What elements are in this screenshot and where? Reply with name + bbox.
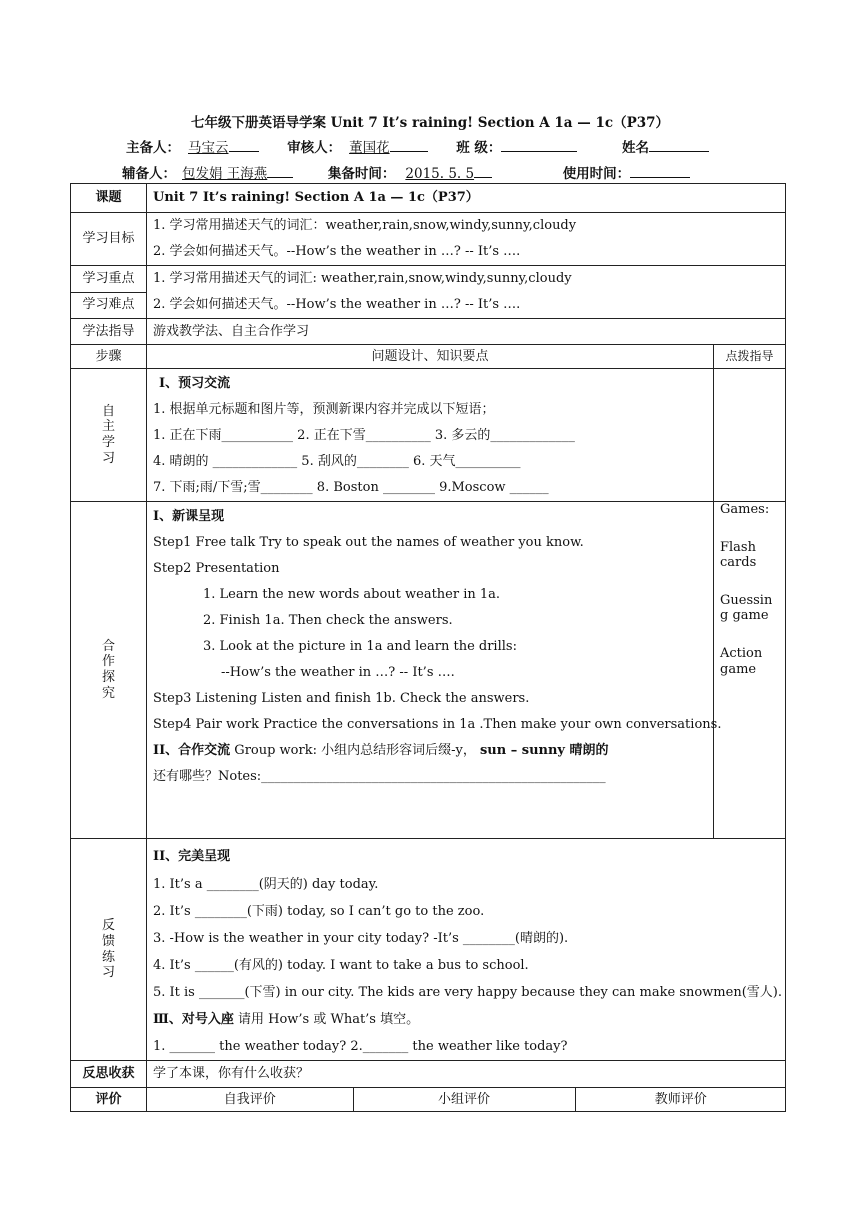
design-header: 问题设计、知识要点 bbox=[147, 345, 714, 369]
topic-value: Unit 7 It’s raining! Section A 1a — 1c（P37） bbox=[147, 184, 786, 213]
steps-header: 步骤 bbox=[71, 345, 147, 369]
evaluation-cells bbox=[147, 1088, 786, 1112]
header-line-preparers bbox=[126, 136, 709, 156]
row-goals bbox=[71, 213, 786, 266]
row-column-headers bbox=[71, 345, 786, 369]
preparer-label: 主备人： bbox=[126, 140, 180, 156]
cooperation-content bbox=[147, 502, 722, 839]
list-item: 2. Finish 1a. Then check the answers. bbox=[203, 613, 453, 628]
goals-content bbox=[147, 213, 786, 266]
key-point-item: 1. 学习常用描述天气的词汇: weather,rain,snow,windy,sunny,cloudy bbox=[153, 271, 572, 286]
guide-note: Action game bbox=[720, 645, 763, 677]
exercise-item: 4. It’s ______(有风的) today. I want to take a bus to school. bbox=[153, 958, 529, 973]
preparer-name: 马宝云 bbox=[188, 140, 229, 156]
group-evaluation: 小组评价 bbox=[353, 1088, 575, 1111]
teacher-evaluation: 教师评价 bbox=[575, 1088, 786, 1111]
exercise-item: 2. It’s ________(下雨) today, so I can’t go to the zoo. bbox=[153, 904, 485, 919]
row-topic bbox=[71, 184, 786, 213]
row-reflection bbox=[71, 1061, 786, 1088]
class-label: 班 级： bbox=[456, 140, 502, 156]
guide-note: Guessing game bbox=[720, 592, 773, 624]
goal-item: 1. 学习常用描述天气的词汇：weather,rain,snow,windy,sunny,cloudy bbox=[153, 218, 577, 233]
class-blank[interactable] bbox=[501, 139, 577, 152]
exercise-item: 1. It’s a ________(阴天的) day today. bbox=[153, 877, 379, 892]
guide-header: 点拨指导 bbox=[714, 345, 786, 369]
row-key-points bbox=[71, 266, 786, 293]
self-study-label: 自 主 学 习 bbox=[71, 369, 147, 502]
cooperation-label: 合 作 探 究 bbox=[71, 502, 147, 839]
reviewer-label: 审核人： bbox=[287, 140, 342, 156]
method-label: 学法指导 bbox=[71, 319, 147, 345]
step-line: Step2 Presentation bbox=[153, 561, 280, 576]
name-blank[interactable] bbox=[649, 139, 709, 152]
document-title: 七年级下册英语导学案 Unit 7 It’s raining! Section A 1a — 1c（P37） bbox=[190, 115, 670, 131]
exercise-line: 7. 下雨;雨/下雪;雪________ 8. Boston ________ 9.Moscow ______ bbox=[153, 480, 549, 495]
self-evaluation: 自我评价 bbox=[223, 1091, 276, 1107]
exercise-item: 5. It is _______(下雪) in our city. The kids are very happy because they can make snowmen(雪人). bbox=[153, 985, 782, 1000]
group-work-line: II、合作交流 Group work: 小组内总结形容词后缀-y， sun – sunny 晴朗的 bbox=[153, 743, 609, 758]
guide-note: Games: bbox=[720, 502, 770, 517]
difficulty-label: 学习难点 bbox=[71, 292, 147, 319]
fill-in-line: 1. _______ the weather today? 2._______ the weather like today? bbox=[153, 1039, 568, 1054]
self-study-guide bbox=[714, 369, 786, 502]
exercise-line: 1. 根据单元标题和图片等，预测新课内容并完成以下短语； bbox=[153, 402, 495, 417]
key-label: 学习重点 bbox=[71, 266, 147, 293]
key-points-content bbox=[147, 266, 786, 319]
key-point-item: 2. 学会如何描述天气。--How’s the weather in …? -- It’s …. bbox=[153, 297, 521, 312]
reflection-label: 反思收获 bbox=[71, 1061, 147, 1088]
section-heading: Ⅲ、对号入座 请用 How’s 或 What’s 填空。 bbox=[153, 1012, 420, 1027]
practice-content bbox=[147, 839, 786, 1061]
section-heading: I、新课呈现 bbox=[153, 509, 225, 524]
exercise-line: 4. 晴朗的 _____________ 5. 刮风的________ 6. 天气__________ bbox=[153, 454, 521, 469]
use-time-label: 使用时间： bbox=[562, 166, 631, 182]
row-cooperation bbox=[71, 502, 786, 839]
name-label: 姓名 bbox=[621, 140, 649, 156]
cooperation-guide bbox=[714, 502, 786, 839]
drill-line: --How’s the weather in …? -- It’s …. bbox=[221, 665, 455, 680]
header-line-assistants bbox=[122, 162, 690, 182]
goals-label: 学习目标 bbox=[71, 213, 147, 266]
guide-note: Flash cards bbox=[720, 539, 757, 571]
row-evaluation bbox=[71, 1088, 786, 1112]
exercise-line: 1. 正在下雨___________ 2. 正在下雪__________ 3. 多云的_____________ bbox=[153, 428, 575, 443]
meeting-time-label: 集备时间： bbox=[327, 166, 396, 182]
notes-line: 还有哪些？Notes:_____________________________________________________ bbox=[153, 769, 606, 784]
reflection-value: 学了本课，你有什么收获？ bbox=[147, 1061, 786, 1088]
evaluation-label: 评价 bbox=[71, 1088, 147, 1112]
practice-label: 反 馈 练 习 bbox=[71, 839, 147, 1061]
method-value: 游戏教学法、自主合作学习 bbox=[147, 319, 786, 345]
section-heading: II、完美呈现 bbox=[153, 849, 231, 864]
use-time-blank[interactable] bbox=[630, 165, 690, 178]
row-practice bbox=[71, 839, 786, 1061]
assistant-label: 辅备人： bbox=[122, 166, 176, 182]
exercise-item: 3. -How is the weather in your city today? -It’s ________(晴朗的). bbox=[153, 931, 569, 946]
row-self-study bbox=[71, 369, 786, 502]
row-method bbox=[71, 319, 786, 345]
study-plan-table bbox=[70, 183, 786, 1112]
meeting-date: 2015. 5. 5 bbox=[405, 166, 475, 182]
topic-label: 课题 bbox=[71, 184, 147, 213]
assistant-names: 包发娟 王海燕 bbox=[182, 166, 268, 182]
section-heading: I、预习交流 bbox=[159, 376, 231, 391]
goal-item: 2. 学会如何描述天气。--How’s the weather in …? -- It’s …. bbox=[153, 244, 521, 259]
list-item: 3. Look at the picture in 1a and learn the drills: bbox=[203, 639, 517, 654]
list-item: 1. Learn the new words about weather in 1a. bbox=[203, 587, 501, 602]
step-line: Step4 Pair work Practice the conversations in 1a .Then make your own conversations. bbox=[153, 717, 722, 732]
step-line: Step1 Free talk Try to speak out the names of weather you know. bbox=[153, 535, 584, 550]
reviewer-name: 董国花 bbox=[349, 140, 390, 156]
step-line: Step3 Listening Listen and finish 1b. Check the answers. bbox=[153, 691, 530, 706]
self-study-content bbox=[147, 369, 714, 502]
evaluation-table bbox=[147, 1088, 786, 1111]
